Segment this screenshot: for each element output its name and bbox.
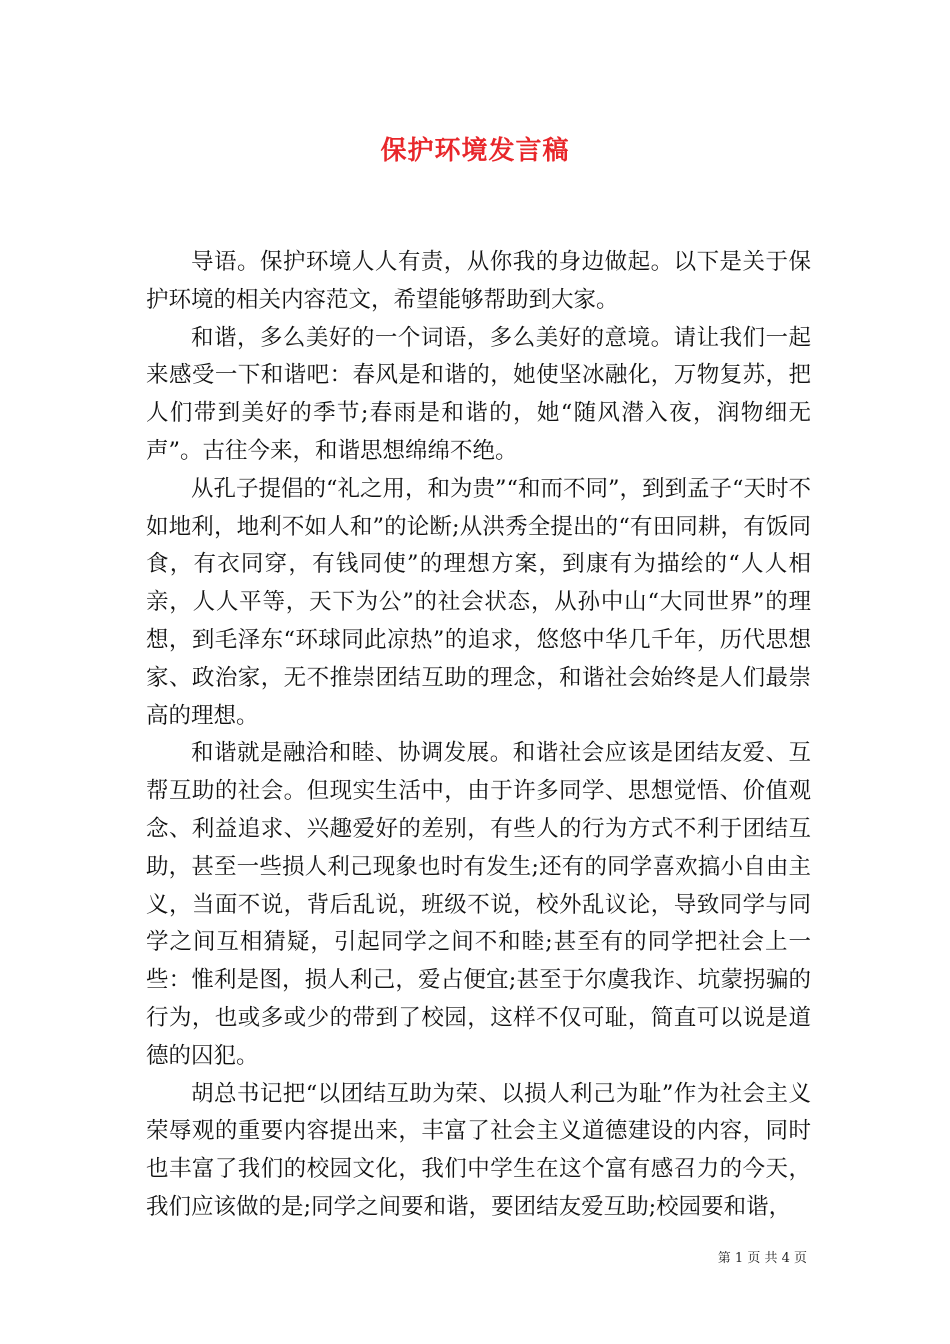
document-title: 保护环境发言稿 xyxy=(380,136,570,166)
page-number-footer: 第 1 页 共 4 页 xyxy=(717,1251,807,1266)
paragraph-intro: 导语。保护环境人人有责，从你我的身边做起。以下是关于保护环境的相关内容范文，希望能够帮助到大家。 xyxy=(146,249,811,313)
paragraph-history: 从孔子提倡的“礼之用，和为贵”“和而不同”，到到孟子“天时不如地利，地利不如人和”的论断;从洪秀全提出的“有田同耕，有饭同食，有衣同穿，有钱同使”的理想方案，到康有为描绘的“人人相亲，人人平等，天下为公”的社会状态，从孙中山“大同世界”的理想，到毛泽东“环球同此凉热”的追求，悠悠中华几千年，历代思想家、政治家，无不推崇团结互助的理念，和谐社会始终是人们最崇高的理想。 xyxy=(146,475,812,729)
paragraph-reality: 和谐就是融洽和睦、协调发展。和谐社会应该是团结友爱、互帮互助的社会。但现实生活中，由于许多同学、思想觉悟、价值观念、利益追求、兴趣爱好的差别，有些人的行为方式不利于团结互助，甚至一些损人利己现象也时有发生;还有的同学喜欢搞小自由主义，当面不说，背后乱说，班级不说，校外乱议论，导致同学与同学之间互相猜疑，引起同学之间不和睦;甚至有的同学把社会上一些：惟利是图，损人利己，爱占便宜;甚至于尔虞我诈、坑蒙拐骗的行为，也或多或少的带到了校园，这样不仅可耻，简直可以说是道德的囚犯。 xyxy=(146,740,811,1069)
paragraph-harmony: 和谐，多么美好的一个词语，多么美好的意境。请让我们一起来感受一下和谐吧：春风是和谐的，她使坚冰融化，万物复苏，把人们带到美好的季节;春雨是和谐的，她“随风潜入夜，润物细无声”。古往今来，和谐思想绵绵不绝。 xyxy=(146,324,811,464)
paragraph-honor: 胡总书记把“以团结互助为荣、以损人利己为耻”作为社会主义荣辱观的重要内容提出来，丰富了社会主义道德建设的内容，同时也丰富了我们的校园文化，我们中学生在这个富有感召力的今天，我们应该做的是;同学之间要和谐，要团结友爱互助;校园要和谐， xyxy=(146,1080,811,1220)
document-body xyxy=(146,244,811,1227)
